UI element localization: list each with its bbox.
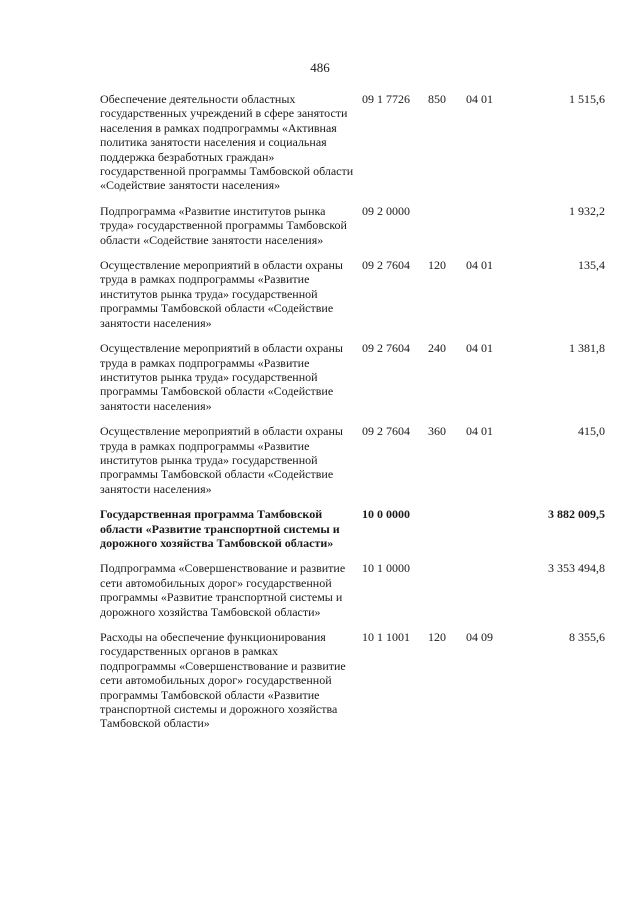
section-code	[466, 561, 516, 630]
expense-type-code: 240	[428, 341, 446, 356]
section-code	[466, 507, 516, 561]
section-code	[466, 204, 516, 258]
expense-type-code	[428, 507, 466, 561]
expense-type-code: 120	[428, 630, 446, 644]
expense-name: Расходы на обеспечение функционирования государственных органов в рамках подпрограммы «Совершенствование и развитие сети автомобильных дорог» государственной программы Тамбовской области «Развитие транспортной системы и дорожного хозяйства Тамбовской области»	[100, 630, 346, 731]
table-row	[100, 630, 605, 742]
amount: 8 355,6	[569, 630, 605, 644]
table-row	[100, 92, 605, 204]
budget-table	[100, 92, 605, 742]
amount: 1 515,6	[569, 92, 605, 106]
expense-type-code: 120	[428, 258, 446, 273]
expense-name: Подпрограмма «Совершенствование и развитие сети автомобильных дорог» государственной программы «Развитие транспортной системы и дорожного хозяйства Тамбовской области»	[100, 561, 346, 619]
target-article-code: 09 2 7604	[362, 424, 410, 439]
amount: 415,0	[578, 424, 605, 439]
expense-name: Осуществление мероприятий в области охраны труда в рамках подпрограммы «Развитие институтов рынка труда» государственной программы Тамбовской области «Содействие занятости населения»	[100, 258, 343, 330]
amount: 1 932,2	[569, 203, 605, 218]
section-code: 04 09	[466, 630, 493, 644]
section-code: 04 01	[466, 341, 493, 356]
table-row	[100, 561, 605, 630]
amount: 3 353 494,8	[548, 561, 605, 576]
expense-type-code	[428, 204, 466, 258]
expense-type-code: 360	[428, 424, 446, 439]
expense-name: Осуществление мероприятий в области охраны труда в рамках подпрограммы «Развитие институтов рынка труда» государственной программы Тамбовской области «Содействие занятости населения»	[100, 341, 343, 413]
section-code: 04 01	[466, 92, 493, 106]
target-article-code: 09 2 7604	[362, 258, 410, 273]
section-code: 04 01	[466, 424, 493, 439]
target-article-code: 10 1 1001	[362, 630, 410, 644]
expense-type-code: 850	[428, 92, 446, 106]
target-article-code: 09 2 0000	[362, 203, 410, 218]
amount: 3 882 009,5	[548, 507, 605, 522]
expense-name: Подпрограмма «Развитие институтов рынка труда» государственной программы Тамбовской области «Содействие занятости населения»	[100, 203, 347, 247]
target-article-code: 10 0 0000	[362, 507, 410, 522]
table-row	[100, 341, 605, 424]
target-article-code: 09 1 7726	[362, 92, 410, 106]
table-row-program	[100, 507, 605, 561]
table-row	[100, 424, 605, 507]
expense-type-code	[428, 561, 466, 630]
section-code: 04 01	[466, 258, 493, 273]
table-row	[100, 258, 605, 341]
expense-name: Осуществление мероприятий в области охраны труда в рамках подпрограммы «Развитие институтов рынка труда» государственной программы Тамбовской области «Содействие занятости населения»	[100, 424, 343, 496]
table-row	[100, 204, 605, 258]
expense-name: Государственная программа Тамбовской области «Развитие транспортной системы и дорожного хозяйства Тамбовской области»	[100, 507, 340, 550]
amount: 1 381,8	[569, 341, 605, 356]
amount: 135,4	[578, 258, 605, 273]
target-article-code: 09 2 7604	[362, 341, 410, 356]
expense-name: Обеспечение деятельности областных государственных учреждений в сфере занятости населения в рамках подпрограммы «Активная политика занятости населения и социальная поддержка безработных граждан» государственной программы Тамбовской области «Содействие занятости населения»	[100, 92, 354, 193]
target-article-code: 10 1 0000	[362, 561, 410, 576]
page-number: 486	[310, 60, 330, 75]
